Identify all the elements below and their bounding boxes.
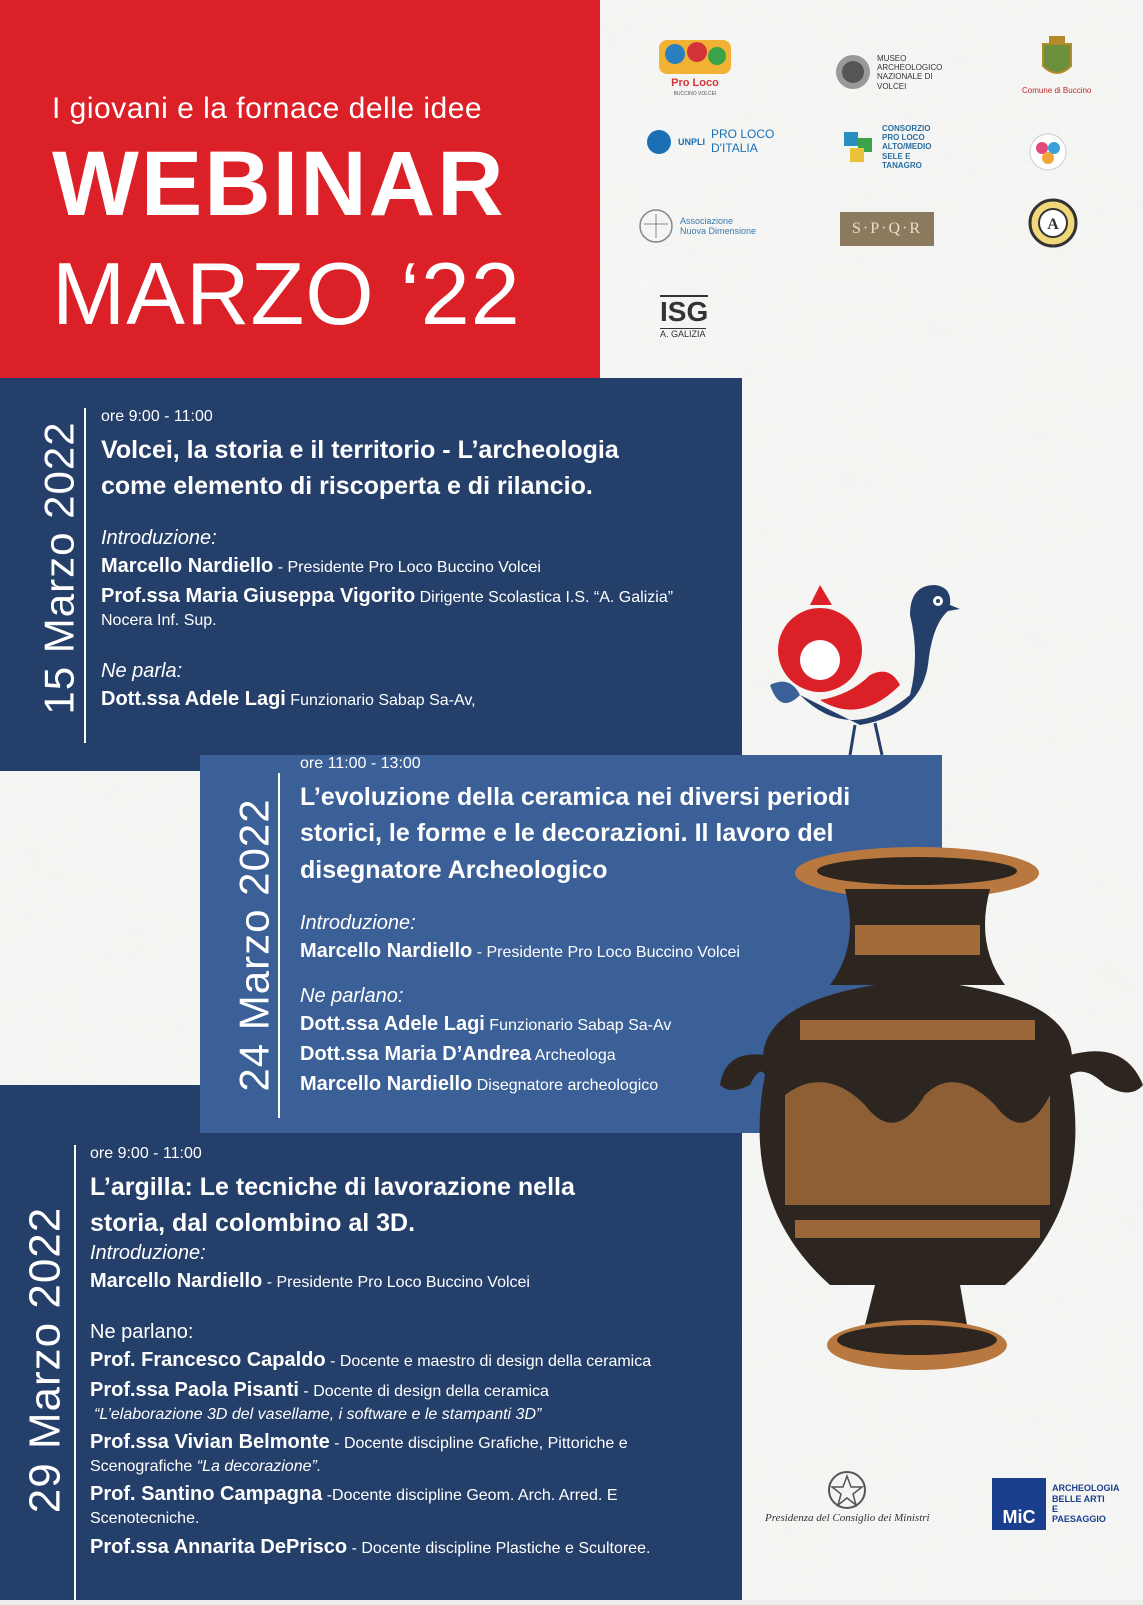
event-title: Volcei, la storia e il territorio - L’archeologia come elemento di riscoperta e di rilancio. [101,436,619,501]
divider [74,1145,76,1600]
event-date-3: 29 Marzo 2022 [20,1206,69,1514]
decorative-bird [760,575,975,760]
divider [84,408,86,743]
intro-person: Marcello Nardiello - Presidente Pro Loco Buccino Volcei [300,939,740,962]
header-banner [0,0,600,378]
svg-text:BUCCINO VOLCEI: BUCCINO VOLCEI [673,91,717,97]
intro-person: Prof.ssa Maria Giuseppa Vigorito Dirigente Scolastica I.S. “A. Galizia” Nocera Inf. Sup. [101,584,674,629]
consorzio-logo: CONSORZIO PRO LOCO ALTO/MEDIO SELE E TANAGRO [842,124,944,170]
event-title: L’evoluzione della ceramica nei diversi periodi storici, le forme e le decorazioni. Il lavoro del disegnatore Archeologico [300,783,851,884]
consorzio-icon [842,130,876,164]
intro-person: Marcello Nardiello - Presidente Pro Loco Buccino Volcei [90,1269,530,1292]
intro-person: Marcello Nardiello - Presidente Pro Loco Buccino Volcei [101,554,541,577]
speaker: Dott.ssa Adele Lagi Funzionario Sabap Sa-Av, [101,687,476,710]
intro-label: Introduzione: [300,911,416,934]
event-content-1 [101,408,711,713]
vitruvian-icon [638,208,674,244]
museo-logo: MUSEO ARCHEOLOGICO NAZIONALE DI VOLCEI [835,54,949,91]
comune-logo: Comune di Buccino [1022,34,1091,95]
speaker: Prof. Santino Campagna -Docente discipline Geom. Arch. Arred. E Scenotecniche. [90,1483,618,1528]
intro-label: Introduzione: [90,1241,206,1264]
event-time: ore 11:00 - 13:00 [300,755,421,772]
aua-logo [1028,198,1078,248]
event-month: MARZO ‘22 [52,244,521,343]
speaker: Prof.ssa Annarita DePrisco - Docente discipline Plastiche e Scultoree. [90,1535,651,1558]
speaker: Marcello Nardiello Disegnatore archeologico [300,1072,659,1095]
pro-loco-icon [655,36,735,98]
intro-label: Introduzione: [101,526,217,549]
isg-logo: ISG A. GALIZIA [660,296,709,339]
museo-icon [835,54,871,90]
event-title: L’argilla: Le tecniche di lavorazione nella storia, dal colombino al 3D. [90,1173,575,1238]
associazione-logo: Associazione Nuova Dimensione [638,208,760,244]
pro-loco-logo [655,36,735,98]
greek-vase [705,845,1143,1425]
event-subtitle: I giovani e la fornace delle idee [52,92,483,125]
speakers-label: Ne parlano: [300,984,404,1007]
page-title: WEBINAR [52,133,506,235]
speaker: Dott.ssa Maria D’Andrea Archeologa [300,1042,616,1065]
circle-logo [1028,132,1068,172]
unpli-icon [646,129,672,155]
emblem-icon [1028,198,1078,248]
event-content-3 [90,1145,730,1561]
coat-of-arms-icon [1037,34,1077,84]
emblem-star-icon [827,1470,867,1510]
svg-text:Pro Loco: Pro Loco [671,77,719,89]
mic-logo: MiC ARCHEOLOGIA BELLE ARTI E PAESAGGIO [992,1478,1110,1530]
speakers-label: Ne parla: [101,659,183,682]
svg-text:A: A [1047,216,1059,233]
speaker: Prof.ssa Paola Pisanti - Docente di design della ceramica “L’elaborazione 3D del vasellame, i software e le stampanti 3D” [90,1378,549,1423]
speaker: Dott.ssa Adele Lagi Funzionario Sabap Sa-Av [300,1012,672,1035]
spqr-logo: S·P·Q·R [840,212,934,246]
speaker: Prof.ssa Vivian Belmonte - Docente discipline Grafiche, Pittoriche e Scenografiche “La decorazione”. [90,1430,628,1475]
event-date-1: 15 Marzo 2022 [36,421,83,715]
speaker: Prof. Francesco Capaldo - Docente e maestro di design della ceramica [90,1348,652,1371]
unpli-logo: UNPLI PRO LOCO D'ITALIA [646,128,781,156]
divider [278,773,280,1118]
event-date-2: 24 Marzo 2022 [231,798,278,1092]
event-time: ore 9:00 - 11:00 [101,408,213,425]
event-panel-3 [0,1085,742,1600]
colorful-circle-icon [1028,132,1068,172]
event-panel-1 [0,378,742,771]
speakers-label: Ne parlano: [90,1320,194,1343]
event-time: ore 9:00 - 11:00 [90,1145,202,1162]
presidenza-logo: Presidenza del Consiglio dei Ministri [765,1470,930,1524]
